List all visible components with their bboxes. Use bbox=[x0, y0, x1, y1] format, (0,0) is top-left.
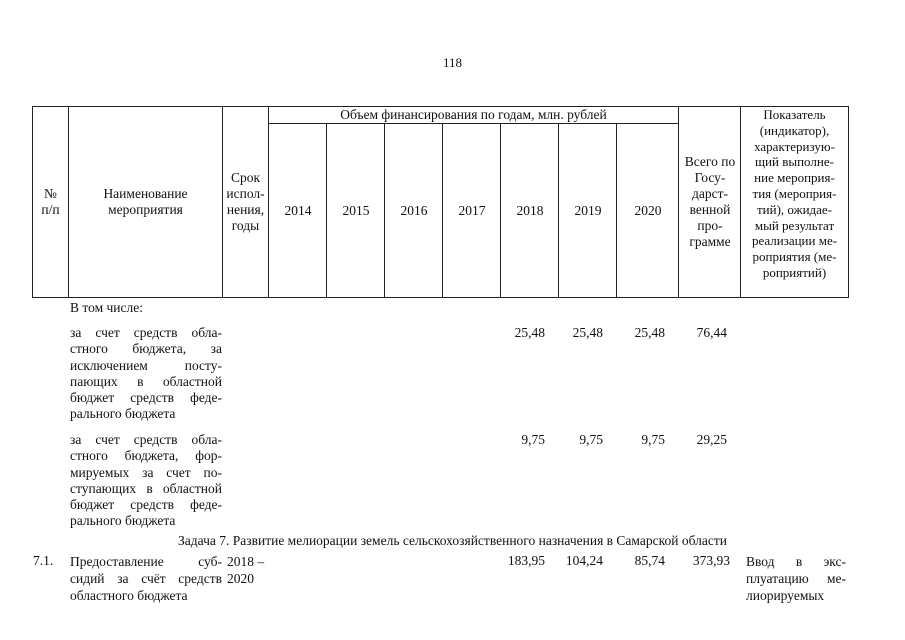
header-bottom-border bbox=[32, 297, 848, 298]
header-year: 2020 bbox=[634, 203, 662, 218]
header-year: 2018 bbox=[516, 203, 544, 218]
header-year: 2014 bbox=[284, 203, 312, 218]
item-number: 7.1. bbox=[33, 553, 54, 568]
header-name: Наименование мероприятия bbox=[103, 186, 188, 217]
col-border bbox=[848, 106, 849, 298]
row-value: 9,75 bbox=[521, 432, 545, 447]
col-border bbox=[268, 106, 269, 298]
row-description: за счет средств обла-стного бюджета, за исключением посту-пающих в областной бюджет средств феде-рального бюджета bbox=[70, 325, 222, 422]
header-year: 2017 bbox=[458, 203, 486, 218]
header-year: 2016 bbox=[400, 203, 428, 218]
row-value: 183,95 bbox=[507, 553, 545, 568]
row-total: 373,93 bbox=[692, 553, 730, 568]
row-description: Предоставление суб-сидий за счёт средств областного бюджета bbox=[70, 554, 222, 603]
item-term: 2018 – 2020 bbox=[227, 554, 265, 586]
header-year: 2015 bbox=[342, 203, 370, 218]
row-value: 25,48 bbox=[572, 325, 603, 340]
in-total-label: В том числе: bbox=[70, 300, 143, 315]
row-total: 29,25 bbox=[696, 432, 727, 447]
page-number: 118 bbox=[442, 55, 463, 70]
row-value: 9,75 bbox=[579, 432, 603, 447]
header-funding: Объем финансирования по годам, млн. рублей bbox=[340, 107, 607, 122]
header-total: Всего по Госу- дарст- венной про- грамме bbox=[684, 154, 736, 249]
row-total: 76,44 bbox=[696, 325, 727, 340]
task-heading: Задача 7. Развитие мелиорации земель сельскохозяйственного назначения в Самарской области bbox=[178, 533, 727, 548]
header-term: Срок испол- нения, годы bbox=[226, 170, 265, 233]
row-description: за счет средств обла-стного бюджета, фор-мируемых за счет по-ступающих в областной бюджет средств феде-рального бюджета bbox=[70, 432, 222, 529]
row-value: 104,24 bbox=[565, 553, 603, 568]
header-year: 2019 bbox=[574, 203, 602, 218]
item-indicator: Ввод в экс-плуатацию ме-лиорируемых bbox=[746, 554, 846, 603]
header-indicator: Показатель (индикатор), характеризую- щий выполне- ние мероприя- тия (мероприя- тий), ожидае- мый результат реализации ме- роприятия (ме- роприятий) bbox=[751, 107, 838, 280]
row-value: 25,48 bbox=[634, 325, 665, 340]
row-value: 9,75 bbox=[641, 432, 665, 447]
header-num: № п/п bbox=[41, 186, 60, 217]
row-value: 85,74 bbox=[634, 553, 665, 568]
row-value: 25,48 bbox=[514, 325, 545, 340]
